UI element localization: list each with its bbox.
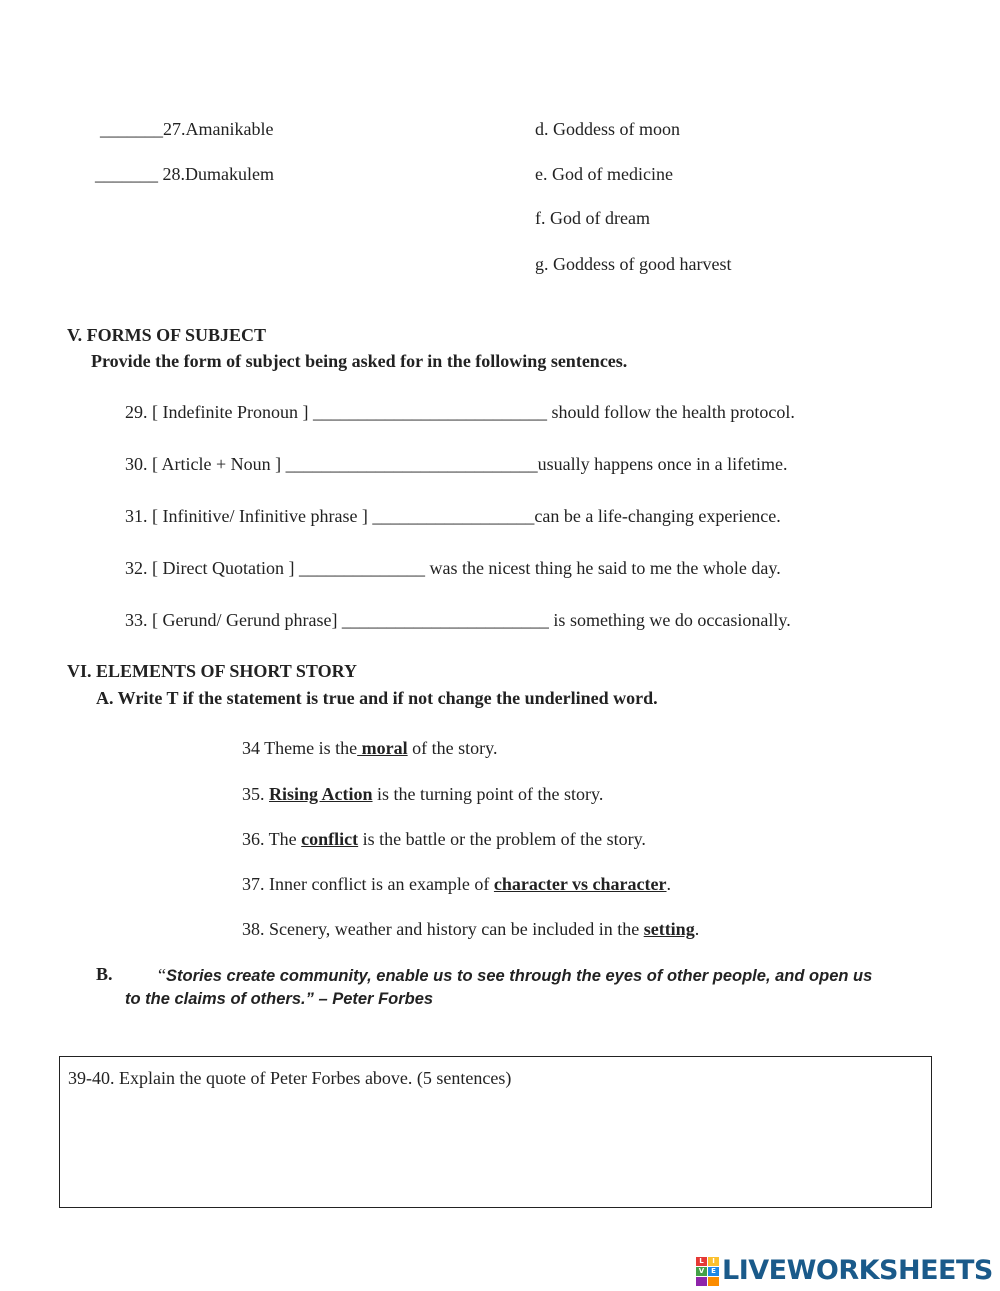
underlined-word: setting [643,919,695,939]
logo-cube [696,1277,707,1286]
underlined-word: character vs character [493,874,667,894]
logo-cube: I [708,1257,719,1266]
section-instruction: Provide the form of subject being asked for in the following sentences. [91,351,628,371]
quote-line-1 [158,964,872,986]
underlined-word: moral [357,738,408,758]
match-choice-e: e. God of medicine [535,164,673,184]
match-choice-d: d. Goddess of moon [535,119,680,139]
logo-cube [708,1277,719,1286]
subject-item-33: 33. [ Gerund/ Gerund phrase] _______________________ is something we do occasionally. [125,610,791,630]
logo-text: LIVEWORKSHEETS [722,1255,993,1286]
match-term: 27.Amanikable [163,119,274,139]
section-heading: VI. ELEMENTS OF SHORT STORY [67,661,357,681]
logo-cubes-icon [696,1257,719,1286]
subject-item-32: 32. [ Direct Quotation ] ______________ was the nicest thing he said to me the whole day. [125,558,781,578]
statement-text: of the story. [407,738,498,758]
statement-text: is the battle or the problem of the story. [358,829,646,849]
subject-item-29: 29. [ Indefinite Pronoun ] __________________________ should follow the health protocol. [125,402,795,422]
logo-cube: V [696,1267,707,1276]
statement-text: . [694,919,700,939]
statement-text: 35. [242,784,269,804]
quote-line-2: to the claims of others.” – Peter Forbes [125,990,434,1008]
answer-blank[interactable]: _______ [100,119,163,139]
underlined-word: Rising Action [269,784,373,804]
statement-text: . [666,874,672,894]
underlined-word: conflict [301,829,359,849]
match-choice-g: g. Goddess of good harvest [535,254,732,274]
part-a-instruction: A. Write T if the statement is true and if not change the underlined word. [96,688,658,708]
logo-cube: L [696,1257,707,1266]
story-item-36 [242,828,646,850]
open-quote-mark: “ [158,965,166,985]
logo-cube: E [708,1267,719,1276]
match-item-28 [95,163,274,185]
story-item-37 [242,873,671,895]
quote-text: Stories create community, enable us to see through the eyes of other people, and open us [166,967,873,985]
story-item-35 [242,783,603,805]
match-item-27 [100,118,273,140]
answer-blank[interactable]: _______ [95,164,158,184]
statement-text: 36. The [242,829,302,849]
answer-box[interactable] [59,1056,932,1208]
match-choice-f: f. God of dream [535,208,650,228]
section-heading: V. FORMS OF SUBJECT [67,325,267,345]
statement-text: 38. Scenery, weather and history can be included in the [242,919,644,939]
answer-prompt: 39-40. Explain the quote of Peter Forbes above. (5 sentences) [68,1068,512,1088]
statement-text: 34 Theme is the [242,738,358,758]
story-item-34 [242,737,497,759]
liveworksheets-logo [696,1256,993,1286]
subject-item-31: 31. [ Infinitive/ Infinitive phrase ] __________________can be a life-changing experience. [125,506,781,526]
subject-item-30: 30. [ Article + Noun ] ____________________________usually happens once in a lifetime. [125,454,788,474]
statement-text: 37. Inner conflict is an example of [242,874,494,894]
match-term: 28.Dumakulem [158,164,274,184]
statement-text: is the turning point of the story. [372,784,604,804]
story-item-38 [242,918,699,940]
part-b-label: B. [96,964,113,984]
